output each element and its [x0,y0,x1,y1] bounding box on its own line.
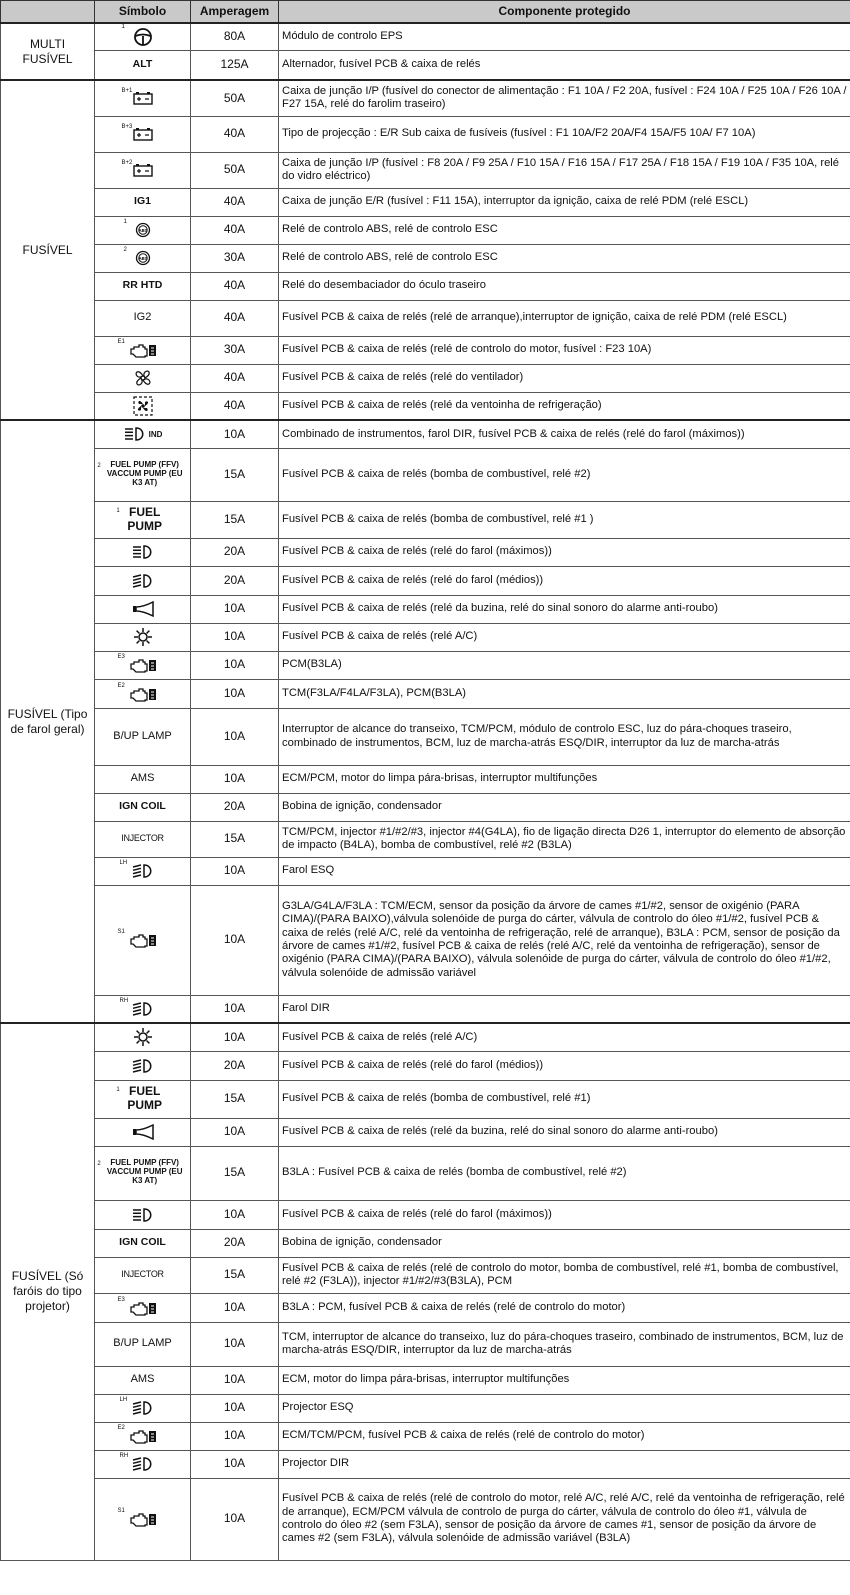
cooling-fan-icon [132,395,154,417]
symbol-cell [95,420,191,448]
amperage-cell: 10A [191,1478,279,1560]
engine-icon [129,686,157,702]
symbol-cell [95,152,191,188]
amperage-cell: 40A [191,188,279,216]
symbol-icon-wrap [131,1058,155,1074]
amperage-cell: 10A [191,595,279,623]
symbol-text: INJECTOR [121,833,164,844]
symbol-cell [95,1422,191,1450]
table-row [1,300,850,336]
symbol-text: AMS [130,772,155,785]
symbol-icon-wrap [123,219,151,238]
symbol-superscript: 2 [97,462,101,469]
component-cell: Projector ESQ [279,1394,850,1422]
symbol-tag: E1 [117,339,125,345]
symbol-icon-wrap [119,1397,155,1416]
symbol-text: RR HTD [122,279,163,292]
symbol-cell [95,1200,191,1229]
symbol-cell [95,244,191,272]
amperage-cell: 10A [191,857,279,885]
headlamp-low-icon [131,1400,155,1416]
symbol-icon-wrap [117,654,157,673]
symbol-text: IGN COIL [119,1236,166,1249]
table-row [1,821,850,857]
table-row [1,50,850,80]
symbol-superscript: 2 [97,1161,101,1168]
component-cell: Fusível PCB & caixa de relés (relé do farol (médios)) [279,566,850,595]
battery-icon [133,127,153,141]
symbol-text: B/UP LAMP [113,1337,172,1350]
amperage-cell: 20A [191,793,279,821]
table-row [1,1293,850,1322]
table-row [1,679,850,708]
amperage-cell: 10A [191,623,279,651]
symbol-tag: 2 [123,247,127,253]
symbol-cell [95,50,191,80]
abs-icon [135,222,151,238]
symbol-text: ALT [132,58,153,71]
headlamp-low-icon [131,863,155,879]
component-cell: B3LA : Fusível PCB & caixa de relés (bomba de combustível, relé #2) [279,1146,850,1200]
symbol-cell [95,765,191,793]
amperage-cell: 15A [191,1080,279,1118]
component-cell: ECM/TCM/PCM, fusível PCB & caixa de relés (relé de controlo do motor) [279,1422,850,1450]
headlamp-low-icon [131,1001,155,1017]
component-cell: Fusível PCB & caixa de relés (bomba de combustível, relé #2) [279,448,850,501]
component-cell: Caixa de junção I/P (fusível : F8 20A / F9 25A / F10 15A / F16 15A / F17 25A / F18 15A / F19 10A / F35 10A, relé do vidro eléctrico) [279,152,850,188]
component-cell: Fusível PCB & caixa de relés (relé da buzina, relé do sinal sonoro do alarme anti-roubo) [279,595,850,623]
table-row [1,623,850,651]
component-cell: Alternador, fusível PCB & caixa de relés [279,50,850,80]
component-cell: Relé de controlo ABS, relé de controlo ESC [279,244,850,272]
table-row [1,1200,850,1229]
component-cell: Fusível PCB & caixa de relés (relé da ventoinha de refrigeração) [279,392,850,420]
symbol-icon-wrap [117,1425,157,1444]
symbol-icon-wrap [131,544,155,560]
component-cell: Fusível PCB & caixa de relés (relé A/C) [279,623,850,651]
amperage-cell: 40A [191,392,279,420]
symbol-icon-wrap [132,367,154,389]
symbol-icon-wrap [117,339,157,358]
amperage-cell: 10A [191,1200,279,1229]
amperage-cell: 80A [191,23,279,50]
abs-icon [135,250,151,266]
table-row [1,1118,850,1146]
amperage-cell: 40A [191,116,279,152]
component-cell: Relé de controlo ABS, relé de controlo ESC [279,216,850,244]
amperage-cell: 15A [191,821,279,857]
table-row [1,272,850,300]
amperage-cell: 50A [191,152,279,188]
engine-icon [129,1511,157,1527]
engine-icon [129,1428,157,1444]
amperage-cell: 40A [191,216,279,244]
table-row [1,244,850,272]
symbol-icon-wrap [117,1296,157,1316]
component-cell: Fusível PCB & caixa de relés (relé A/C) [279,1023,850,1051]
symbol-icon-wrap [131,573,155,589]
header-row [1,1,850,24]
header-group [1,1,95,24]
symbol-icon-wrap [117,682,157,702]
symbol-cell [95,1293,191,1322]
amperage-cell: 20A [191,1229,279,1257]
table-row [1,566,850,595]
symbol-cell [95,857,191,885]
amperage-cell: 10A [191,1450,279,1478]
engine-icon [129,932,157,948]
component-cell: Bobina de ignição, condensador [279,1229,850,1257]
symbol-icon-wrap [117,929,157,948]
symbol-cell [95,708,191,765]
table-row [1,116,850,152]
symbol-text: FUEL PUMP [127,504,162,533]
header-amperage: Amperagem [191,1,279,24]
headlamp-high-icon [131,1207,155,1223]
amperage-cell: 20A [191,1051,279,1080]
symbol-icon-wrap [119,1453,155,1472]
component-cell: Tipo de projecção : E/R Sub caixa de fusíveis (fusível : F1 10A/F2 20A/F4 15A/F5 10A/ F7 10A) [279,116,850,152]
table-row [1,765,850,793]
battery-icon [133,163,153,177]
symbol-tag: E3 [117,1296,125,1303]
amperage-cell: 10A [191,679,279,708]
component-cell: TCM, interruptor de alcance do transeixo, luz do pára-choques traseiro, combinado de instrumentos, BCM, luz de marcha-atrás ESQ/DIR, interruptor da luz de marcha-atrás [279,1322,850,1366]
component-cell: Caixa de junção E/R (fusível : F11 15A), interruptor da ignição, caixa de relé PDM (relé ESCL) [279,188,850,216]
horn-icon [131,601,155,617]
symbol-suffix: IND [148,430,163,440]
table-row [1,23,850,50]
table-row [1,538,850,566]
amperage-cell: 10A [191,1293,279,1322]
table-row [1,1366,850,1394]
table-row [1,595,850,623]
component-cell: Fusível PCB & caixa de relés (relé da buzina, relé do sinal sonoro do alarme anti-roubo) [279,1118,850,1146]
symbol-tag: 1 [123,219,127,225]
table-row [1,1450,850,1478]
symbol-cell [95,300,191,336]
steering-wheel-icon [133,27,153,47]
symbol-tag: S1 [117,929,125,935]
header-symbol: Símbolo [95,1,191,24]
symbol-cell [95,1366,191,1394]
symbol-cell [95,1478,191,1560]
symbol-cell [95,1257,191,1293]
symbol-icon-wrap [121,123,153,141]
amperage-cell: 10A [191,1394,279,1422]
table-row [1,651,850,679]
symbol-text: AMS [130,1373,155,1386]
table-row [1,1080,850,1118]
symbol-cell [95,623,191,651]
component-cell: PCM(B3LA) [279,651,850,679]
table-row [1,857,850,885]
component-cell: G3LA/G4LA/F3LA : TCM/ECM, sensor da posição da árvore de cames #1/#2, sensor de oxigénio (PARA CIMA)/(PARA BAIXO),válvula solenóide de purga do cárter, válvula de controlo do óleo #1/#2, fusível PCB & caixa de relés (relé A/C, relé da ventoinha de refrigeração, relé de arranque), B3LA : PCM, sensor de posição da árvore de cames #1/#2, fusível PCB & caixa de relés (relé A/C, relé da ventoinha de refrigeração), sensor de oxigénio (PARA CIMA)/(PARA BAIXO), válvula solenóide de purga do cárter, válvula de controlo do óleo #1/#2, válvula solenóide de admissão variável [279,885,850,995]
symbol-superscript: 1 [116,507,120,514]
symbol-cell [95,116,191,152]
symbol-icon-wrap [121,23,153,47]
symbol-cell [95,448,191,501]
amperage-cell: 20A [191,538,279,566]
amperage-cell: 40A [191,300,279,336]
symbol-superscript: 1 [116,1087,120,1094]
symbol-text: IG2 [133,311,152,324]
component-cell: Fusível PCB & caixa de relés (relé de controlo do motor, relé A/C, relé A/C, relé da ventoinha de refrigeração, relé de arranque), ECM/PCM válvula de controlo de purga do cárter, válvula de controlo do óleo #1, válvula de controlo do óleo #2 (sem F3LA), sensor de posição da árvore de cames #1, sensor de posição da árvore de cames #2 (sem F3LA), válvula solenóide de admissão variável (B3LA) [279,1478,850,1560]
symbol-tag: LH [119,860,128,866]
group-label: MULTI FUSÍVEL [1,23,95,80]
table-row [1,152,850,188]
symbol-text: B/UP LAMP [113,729,172,742]
symbol-icon-wrap [133,1027,153,1047]
symbol-cell [95,1080,191,1118]
component-cell: TCM/PCM, injector #1/#2/#3, injector #4(G4LA), fio de ligação directa D26 1, interruptor do elemento de absorção de impacto (B4LA), bomba de combustível, relé #2 (B3LA) [279,821,850,857]
symbol-icon-wrap [117,1508,157,1527]
symbol-cell [95,23,191,50]
table-row [1,885,850,995]
symbol-cell [95,651,191,679]
component-cell: Fusível PCB & caixa de relés (relé de arranque),interruptor de ignição, caixa de relé PDM (relé ESCL) [279,300,850,336]
amperage-cell: 15A [191,448,279,501]
table-row [1,1422,850,1450]
table-row [1,1322,850,1366]
component-cell: Fusível PCB & caixa de relés (relé do farol (máximos)) [279,538,850,566]
component-cell: Fusível PCB & caixa de relés (relé do farol (máximos)) [279,1200,850,1229]
amperage-cell: 50A [191,80,279,116]
table-row [1,1478,850,1560]
amperage-cell: 10A [191,651,279,679]
amperage-cell: 10A [191,1023,279,1051]
symbol-cell [95,566,191,595]
amperage-cell: 20A [191,566,279,595]
symbol-cell [95,392,191,420]
symbol-cell [95,188,191,216]
amperage-cell: 10A [191,995,279,1023]
symbol-tag: E2 [117,682,125,689]
component-cell: B3LA : PCM, fusível PCB & caixa de relés (relé de controlo do motor) [279,1293,850,1322]
symbol-tag: RH [119,997,129,1004]
group-label: FUSÍVEL (Tipo de farol geral) [1,420,95,1023]
component-cell: TCM(F3LA/F4LA/F3LA), PCM(B3LA) [279,679,850,708]
symbol-cell [95,1394,191,1422]
symbol-cell [95,1051,191,1080]
table-row [1,364,850,392]
symbol-cell [95,538,191,566]
symbol-cell [95,1118,191,1146]
amperage-cell: 10A [191,765,279,793]
table-row [1,1146,850,1200]
symbol-tag: B+2 [121,159,133,166]
svg-text:ABS: ABS [138,228,147,233]
symbol-cell [95,1229,191,1257]
engine-icon [129,1300,157,1316]
headlamp-low-icon [131,573,155,589]
table-row [1,995,850,1023]
table-row [1,80,850,116]
headlamp-high-icon [131,544,155,560]
table-row [1,420,850,448]
symbol-text: INJECTOR [121,1269,164,1280]
symbol-icon-wrap [121,159,153,177]
symbol-text: FUEL PUMP [127,1084,162,1113]
amperage-cell: 10A [191,1322,279,1366]
symbol-cell [95,793,191,821]
symbol-tag: E3 [117,654,125,660]
component-cell: Relé do desembaciador do óculo traseiro [279,272,850,300]
symbol-cell [95,595,191,623]
engine-icon [129,657,157,673]
headlamp-low-icon [131,1456,155,1472]
symbol-icon-wrap [131,1207,155,1223]
amperage-cell: 10A [191,885,279,995]
amperage-cell: 30A [191,336,279,364]
headlamp-high-icon [123,426,147,442]
symbol-tag: B+3 [121,123,133,130]
symbol-tag: E2 [117,1425,125,1431]
component-cell: ECM, motor do limpa pára-brisas, interruptor multifunções [279,1366,850,1394]
table-row [1,216,850,244]
table-row [1,448,850,501]
amperage-cell: 15A [191,1146,279,1200]
symbol-cell [95,679,191,708]
svg-text:ABS: ABS [138,256,147,261]
symbol-cell [95,501,191,538]
symbol-text: FUEL PUMP (FFV) VACCUM PUMP (EU K3 AT) [106,1158,183,1186]
symbol-tag: B+1 [121,88,133,95]
component-cell: Fusível PCB & caixa de relés (relé do farol (médios)) [279,1051,850,1080]
amperage-cell: 15A [191,1257,279,1293]
symbol-cell [95,336,191,364]
component-cell: Fusível PCB & caixa de relés (relé do ventilador) [279,364,850,392]
amperage-cell: 10A [191,420,279,448]
group-label: FUSÍVEL (Só faróis do tipo projetor) [1,1023,95,1560]
symbol-cell [95,995,191,1023]
component-cell: Combinado de instrumentos, farol DIR, fusível PCB & caixa de relés (relé do farol (máximos)) [279,420,850,448]
symbol-tag: S1 [117,1508,125,1514]
amperage-cell: 125A [191,50,279,80]
table-row [1,1394,850,1422]
group-label: FUSÍVEL [1,80,95,420]
symbol-text: IGN COIL [119,800,166,813]
engine-icon [129,342,157,358]
symbol-icon-wrap [119,860,155,879]
amperage-cell: 15A [191,501,279,538]
component-cell: Interruptor de alcance do transeixo, TCM/PCM, módulo de controlo ESC, luz do pára-choques traseiro, combinado de instrumentos, BCM, luz de marcha-atrás ESQ/DIR, interruptor da luz de marcha-atrás [279,708,850,765]
headlamp-low-icon [131,1058,155,1074]
table-row [1,392,850,420]
symbol-icon-wrap [123,426,163,442]
amperage-cell: 10A [191,708,279,765]
symbol-cell [95,821,191,857]
component-cell: Caixa de junção I/P (fusível do conector de alimentação : F1 10A / F2 20A, fusível : F24 10A / F25 10A / F26 10A / F27 15A, relé do farolim traseiro) [279,80,850,116]
amperage-cell: 10A [191,1422,279,1450]
table-row [1,708,850,765]
battery-icon [133,91,153,105]
amperage-cell: 10A [191,1118,279,1146]
table-row [1,793,850,821]
symbol-cell [95,272,191,300]
symbol-cell [95,364,191,392]
table-row [1,501,850,538]
ac-icon [133,627,153,647]
symbol-cell [95,1322,191,1366]
amperage-cell: 30A [191,244,279,272]
symbol-cell [95,1146,191,1200]
symbol-text: FUEL PUMP (FFV) VACCUM PUMP (EU K3 AT) [106,459,183,487]
symbol-cell [95,80,191,116]
symbol-tag: LH [119,1397,128,1403]
header-component: Componente protegido [279,1,850,24]
symbol-icon-wrap [119,997,155,1017]
table-row [1,1023,850,1051]
fan-icon [132,367,154,389]
component-cell: Farol ESQ [279,857,850,885]
component-cell: Módulo de controlo EPS [279,23,850,50]
component-cell: Farol DIR [279,995,850,1023]
component-cell: Fusível PCB & caixa de relés (bomba de combustível, relé #1) [279,1080,850,1118]
component-cell: Bobina de ignição, condensador [279,793,850,821]
symbol-tag: RH [119,1453,129,1459]
amperage-cell: 40A [191,364,279,392]
fuse-table-body [1,23,850,1560]
component-cell: Projector DIR [279,1450,850,1478]
symbol-icon-wrap [131,601,155,617]
table-row [1,1229,850,1257]
symbol-cell [95,216,191,244]
table-row [1,1257,850,1293]
table-row [1,188,850,216]
symbol-text: IG1 [134,195,151,208]
symbol-cell [95,1023,191,1051]
symbol-cell [95,1450,191,1478]
symbol-icon-wrap [121,88,153,105]
symbol-tag: 1 [121,23,125,30]
symbol-icon-wrap [131,1124,155,1140]
horn-icon [131,1124,155,1140]
component-cell: Fusível PCB & caixa de relés (bomba de combustível, relé #1 ) [279,501,850,538]
amperage-cell: 40A [191,272,279,300]
component-cell: ECM/PCM, motor do limpa pára-brisas, interruptor multifunções [279,765,850,793]
table-row [1,336,850,364]
symbol-icon-wrap [123,247,151,266]
symbol-cell [95,885,191,995]
symbol-icon-wrap [132,395,154,417]
ac-icon [133,1027,153,1047]
amperage-cell: 10A [191,1366,279,1394]
component-cell: Fusível PCB & caixa de relés (relé de controlo do motor, fusível : F23 10A) [279,336,850,364]
symbol-icon-wrap [133,627,153,647]
table-row [1,1051,850,1080]
component-cell: Fusível PCB & caixa de relés (relé de controlo do motor, bomba de combustível, relé #1, bomba de combustível, relé #2 (F3LA)), injector #1/#2/#3(B3LA), PCM [279,1257,850,1293]
